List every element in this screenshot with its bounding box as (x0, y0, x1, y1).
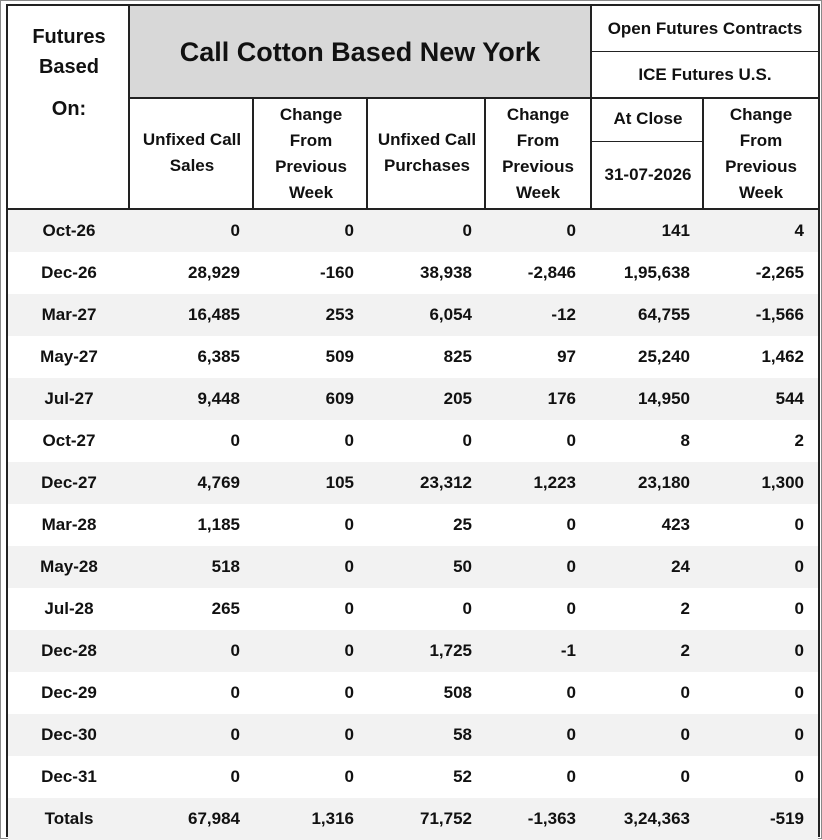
purchases-change-header-line-3: Previous (502, 157, 574, 176)
unfixed-purchases-cell: 58 (368, 714, 486, 756)
data-table (8, 210, 818, 840)
unfixed-sales-cell: 0 (130, 630, 254, 672)
open-change-cell: -1,566 (704, 294, 818, 336)
sales-change-cell: 0 (344, 683, 354, 702)
open-change-header-line-2: From (739, 131, 783, 150)
unfixed-sales-cell: 28,929 (188, 263, 240, 282)
unfixed-sales-cell: 0 (230, 683, 240, 702)
sales-change-cell: 0 (254, 210, 368, 252)
table-row (8, 504, 818, 546)
sales-change-cell: -160 (319, 263, 354, 282)
table-row (8, 630, 818, 672)
table-row (8, 294, 818, 336)
futures-based-label (8, 22, 130, 124)
month-cell: Mar-28 (41, 515, 97, 534)
purchases-change-cell: 176 (486, 378, 590, 420)
divider (252, 98, 254, 208)
purchases-change-cell: 1,223 (486, 462, 590, 504)
unfixed-purchases-cell: 71,752 (368, 798, 486, 840)
unfixed-sales-header-line-2: Sales (169, 156, 215, 175)
unfixed-sales-cell: 0 (230, 431, 240, 450)
unfixed-purchases-cell: 38,938 (420, 263, 472, 282)
purchases-change-header-line-2: From (516, 131, 560, 150)
open-change-cell: 0 (794, 767, 804, 786)
month-cell: Dec-30 (8, 714, 130, 756)
purchases-change-cell: 0 (486, 714, 590, 756)
month-cell: Dec-31 (41, 767, 97, 786)
unfixed-sales-cell: 9,448 (130, 378, 254, 420)
unfixed-purchases-cell: 50 (368, 546, 486, 588)
unfixed-purchases-header (368, 98, 486, 208)
table-row (8, 210, 818, 252)
table-row (8, 378, 818, 420)
purchases-change-cell: 0 (486, 546, 590, 588)
unfixed-purchases-cell: 0 (462, 599, 472, 618)
open-change-header (704, 102, 818, 208)
unfixed-sales-cell: 0 (130, 714, 254, 756)
unfixed-purchases-cell: 23,312 (368, 462, 486, 504)
month-cell: May-28 (8, 546, 130, 588)
open-contracts-cell: 141 (590, 210, 704, 252)
open-change-header-line-4: Week (738, 183, 784, 202)
sales-change-header-line-1: Change (279, 105, 343, 124)
divider (592, 141, 704, 142)
unfixed-purchases-cell: 0 (368, 210, 486, 252)
open-change-cell: 0 (794, 599, 804, 618)
open-contracts-cell: 25,240 (638, 347, 690, 366)
sales-change-cell: 509 (325, 347, 354, 366)
sales-change-cell: 609 (254, 378, 368, 420)
open-contracts-cell: 23,180 (590, 462, 704, 504)
divider (128, 6, 130, 208)
table-row (8, 336, 818, 378)
open-contracts-cell: 2 (680, 599, 690, 618)
at-close-header: At Close (613, 109, 683, 128)
table-body (8, 210, 818, 840)
unfixed-purchases-cell: 1,725 (368, 630, 486, 672)
open-change-header-line-1: Change (729, 105, 793, 124)
unfixed-purchases-header-line-1: Unfixed Call (377, 130, 477, 149)
open-change-cell: 0 (704, 630, 818, 672)
sales-change-cell: 0 (344, 515, 354, 534)
sales-change-cell: 0 (254, 546, 368, 588)
month-cell: Mar-27 (8, 294, 130, 336)
table-row (8, 714, 818, 756)
month-cell: Dec-27 (8, 462, 130, 504)
open-change-header-line-3: Previous (725, 157, 797, 176)
divider (366, 98, 368, 208)
open-contracts-cell: 1,95,638 (623, 263, 690, 282)
table-row (8, 420, 818, 462)
unfixed-purchases-cell: 508 (443, 683, 472, 702)
unfixed-sales-cell: 0 (130, 210, 254, 252)
unfixed-sales-cell: 1,185 (197, 515, 240, 534)
open-change-cell: -519 (704, 798, 818, 840)
table-row (8, 546, 818, 588)
purchases-change-header-line-1: Change (506, 105, 570, 124)
table-row (8, 462, 818, 504)
purchases-change-cell: 0 (486, 210, 590, 252)
futures-based-line-1: Futures (32, 26, 106, 48)
month-cell: Dec-28 (8, 630, 130, 672)
sales-change-header (254, 102, 368, 208)
sales-change-cell: 253 (254, 294, 368, 336)
open-change-cell: 1,300 (704, 462, 818, 504)
table-row (8, 588, 818, 630)
purchases-change-header-line-4: Week (515, 183, 561, 202)
open-change-cell: 0 (794, 515, 804, 534)
purchases-change-cell: 0 (566, 767, 576, 786)
unfixed-sales-header-line-1: Unfixed Call (142, 130, 242, 149)
unfixed-purchases-cell: 0 (462, 431, 472, 450)
header-bottom-border (8, 208, 818, 210)
sales-change-cell: 105 (254, 462, 368, 504)
close-date-header: 31-07-2026 (604, 165, 692, 184)
table-row (8, 252, 818, 294)
purchases-change-cell: 0 (566, 515, 576, 534)
purchases-change-cell: -2,846 (527, 263, 576, 282)
open-change-cell: 2 (794, 431, 804, 450)
unfixed-sales-cell: 16,485 (130, 294, 254, 336)
open-change-cell: 544 (704, 378, 818, 420)
open-contracts-cell: 14,950 (590, 378, 704, 420)
unfixed-purchases-cell: 205 (368, 378, 486, 420)
open-change-cell: 4 (704, 210, 818, 252)
open-change-cell: -2,265 (755, 263, 804, 282)
month-cell: Oct-26 (8, 210, 130, 252)
month-cell: Jul-27 (8, 378, 130, 420)
futures-based-line-3: On: (51, 98, 87, 120)
sales-change-header-line-3: Previous (275, 157, 347, 176)
sales-change-cell: 0 (344, 767, 354, 786)
purchases-change-cell: 97 (557, 347, 576, 366)
purchases-change-cell: 0 (566, 431, 576, 450)
month-cell: May-27 (40, 347, 98, 366)
month-cell: Totals (8, 798, 130, 840)
purchases-change-header (486, 102, 590, 208)
purchases-change-cell: -12 (486, 294, 590, 336)
sales-change-cell: 1,316 (254, 798, 368, 840)
unfixed-sales-cell: 0 (230, 767, 240, 786)
unfixed-sales-cell: 67,984 (130, 798, 254, 840)
unfixed-sales-cell: 6,385 (197, 347, 240, 366)
open-contracts-cell: 423 (661, 515, 690, 534)
purchases-change-cell: 0 (566, 599, 576, 618)
open-contracts-cell: 0 (590, 714, 704, 756)
purchases-change-cell: -1,363 (486, 798, 590, 840)
cotton-table (6, 4, 820, 837)
open-futures-header: Open Futures Contracts (607, 19, 803, 38)
totals-row (8, 798, 818, 840)
sales-change-cell: 0 (254, 714, 368, 756)
unfixed-purchases-cell: 25 (453, 515, 472, 534)
sales-change-cell: 0 (254, 630, 368, 672)
unfixed-purchases-cell: 6,054 (368, 294, 486, 336)
divider (128, 97, 818, 99)
exchange-header: ICE Futures U.S. (638, 65, 772, 84)
open-contracts-cell: 3,24,363 (590, 798, 704, 840)
table-row (8, 672, 818, 714)
month-cell: Jul-28 (44, 599, 94, 618)
table-row (8, 756, 818, 798)
month-cell: Oct-27 (42, 431, 96, 450)
open-contracts-cell: 64,755 (590, 294, 704, 336)
futures-based-line-2: Based (38, 56, 100, 78)
divider (702, 98, 704, 208)
open-contracts-cell: 2 (590, 630, 704, 672)
open-change-cell: 0 (704, 714, 818, 756)
unfixed-sales-cell: 265 (211, 599, 240, 618)
purchases-change-cell: -1 (486, 630, 590, 672)
sales-change-header-line-2: From (289, 131, 333, 150)
open-change-cell: 0 (794, 683, 804, 702)
unfixed-sales-header (130, 98, 254, 208)
divider (592, 51, 818, 52)
month-cell: Dec-26 (41, 263, 97, 282)
open-change-cell: 1,462 (761, 347, 804, 366)
sales-change-cell: 0 (344, 431, 354, 450)
unfixed-purchases-cell: 825 (443, 347, 472, 366)
month-cell: Dec-29 (41, 683, 97, 702)
sales-change-header-line-4: Week (288, 183, 334, 202)
divider (484, 98, 486, 208)
unfixed-purchases-header-line-2: Purchases (384, 156, 470, 175)
open-change-cell: 0 (704, 546, 818, 588)
unfixed-sales-cell: 4,769 (130, 462, 254, 504)
sales-change-cell: 0 (344, 599, 354, 618)
page-title: Call Cotton Based New York (179, 37, 541, 67)
open-contracts-cell: 0 (680, 767, 690, 786)
unfixed-sales-cell: 518 (130, 546, 254, 588)
unfixed-purchases-cell: 52 (453, 767, 472, 786)
open-contracts-cell: 8 (680, 431, 690, 450)
divider (590, 6, 592, 208)
purchases-change-cell: 0 (566, 683, 576, 702)
open-contracts-cell: 24 (590, 546, 704, 588)
open-contracts-cell: 0 (680, 683, 690, 702)
